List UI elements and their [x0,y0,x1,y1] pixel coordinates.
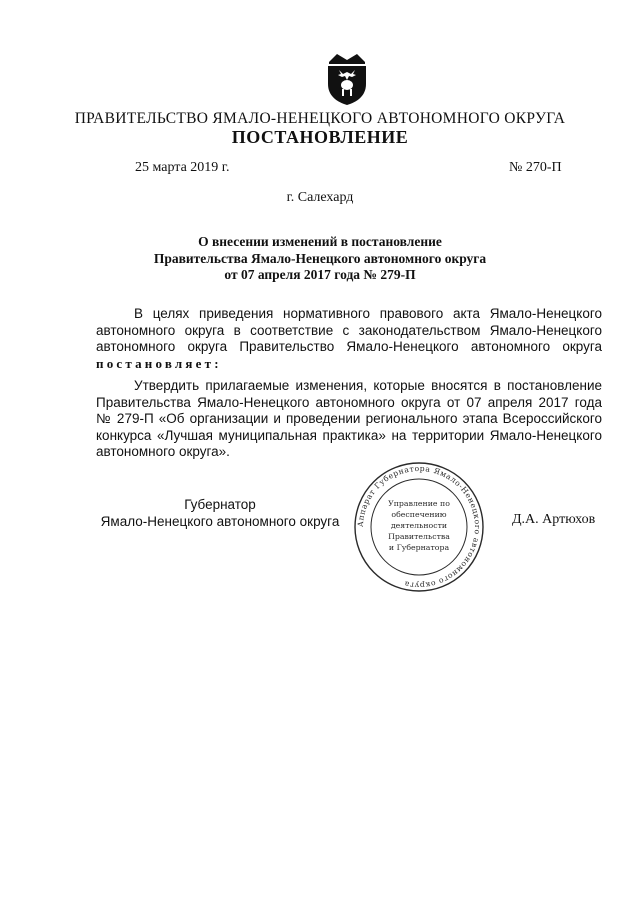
stamp-inner-line: деятельности [390,521,448,530]
paragraph-line: № 279-П «Об организации и проведении регионального этапа Всероссийского [96,411,602,426]
stamp-inner-line: Правительства [388,532,450,541]
document-type: ПОСТАНОВЛЕНИЕ [231,127,409,147]
paragraph-line: автономного округа Правительство Ямало-Ненецкого автономного округа [96,339,602,354]
government-name: ПРАВИТЕЛЬСТВО ЯМАЛО-НЕНЕЦКОГО АВТОНОМНОГО ОКРУГА [74,110,566,127]
resolution-paragraph [96,378,602,461]
stamp-inner-line: Управление по [388,499,450,508]
paragraph-line: автономного округа». [96,444,230,459]
title-line: Правительства Ямало-Ненецкого автономного округа [153,250,487,266]
stamp-inner-line: обеспечению [391,510,447,519]
paragraph-line: В целях приведения нормативного правового акта Ямало-Ненецкого [134,306,602,321]
paragraph-line: Правительства Ямало-Ненецкого автономного округа от 07 апреля 2017 года [96,394,602,410]
signatory-name: Д.А. Артюхов [512,512,596,527]
paragraph-line: конкурса «Лучшая муниципальная практика» на территории Ямало-Ненецкого [96,427,602,443]
title-line: от 07 апреля 2017 года № 279-П [224,267,416,282]
stamp-inner-line: и Губернатора [388,543,450,552]
signatory-position-line: Ямало-Ненецкого автономного округа [100,514,340,529]
preamble-paragraph [96,306,602,372]
title-line: О внесении изменений в постановление [198,234,442,249]
paragraph-line: автономного округа в соответствие с законодательством Ямало-Ненецкого [96,322,602,338]
stamp-outer-text: Аппарат Губернатора Ямало-Ненецкого автономного округа [355,463,483,591]
document-title [0,234,640,284]
document-number: № 270-П [509,160,562,175]
document-city: г. Салехард [286,190,354,205]
paragraph-line: Утвердить прилагаемые изменения, которые вносятся в постановление [134,378,602,393]
signatory-position [95,496,345,530]
signatory-position-line: Губернатор [184,497,256,512]
coat-of-arms-icon [325,52,369,106]
official-stamp [352,460,486,594]
document-date: 25 марта 2019 г. [135,160,230,175]
decree-word: постановляет: [96,355,222,371]
